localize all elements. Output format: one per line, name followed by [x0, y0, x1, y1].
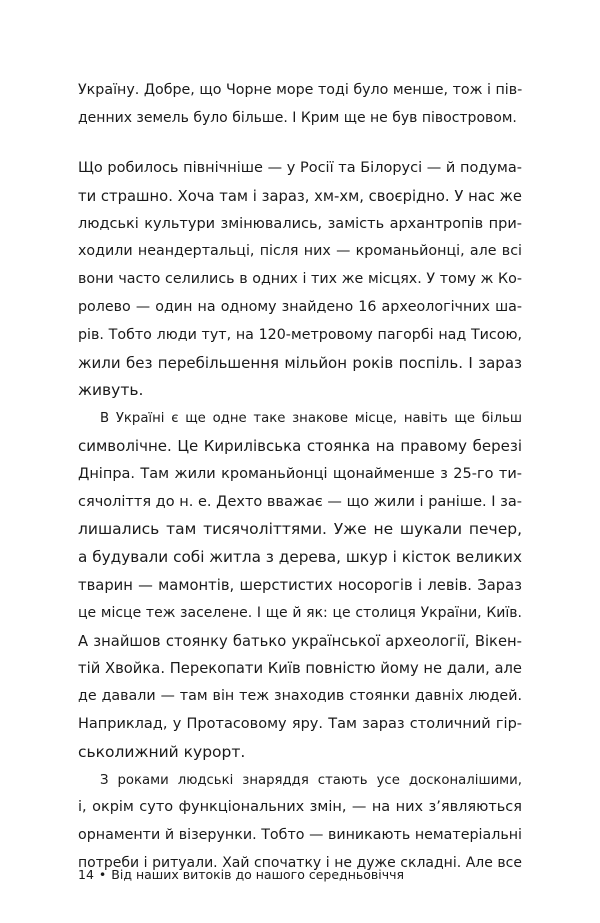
text-line: ти страшно. Хоча там і зараз, хм-хм, своєрідно. У нас же: [78, 187, 522, 205]
text-line: сячоліття до н. е. Дехто вважає — що жили і раніше. І за-: [78, 493, 522, 510]
text-line: жили без перебільшення мільйон років поспіль. І зараз: [78, 353, 522, 372]
text-line: З роками людські знаряддя стають усе досконалішими,: [100, 772, 522, 788]
text-line: і, окрім суто функціональних змін, — на них з’являються: [78, 799, 522, 816]
page-number: 14: [78, 867, 94, 882]
text-line: потреби і ритуали. Хай спочатку і не дуже складні. Але все: [78, 854, 522, 871]
bullet-separator: •: [98, 867, 107, 882]
text-line: Наприклад, у Протасовому яру. Там зараз столичний гір-: [78, 715, 522, 732]
text-line: Україну. Добре, що Чорне море тоді було менше, тож і пів-: [78, 82, 523, 98]
running-title: Від наших витоків до нашого середньовіччя: [111, 867, 405, 882]
text-line: денних земель було більше. І Крим ще не був півостровом.: [78, 109, 517, 126]
text-line: тій Хвойка. Перекопати Київ повністю йому не дали, але: [78, 660, 522, 678]
text-line: де давали — там він теж знаходив стоянки давніх людей.: [78, 688, 522, 705]
text-line: ролево — один на одному знайдено 16 археологічних ша-: [78, 298, 522, 315]
text-line: А знайшов стоянку батько української археології, Вікен-: [78, 632, 522, 650]
text-line: рів. Тобто люди тут, на 120-метровому пагорбі над Тисою,: [78, 326, 522, 343]
paragraph: [78, 405, 522, 766]
paragraph-continued: [78, 77, 522, 133]
text-line: лишались там тисячоліттями. Уже не шукали печер,: [78, 520, 522, 539]
text-line: Дніпра. Там жили кроманьйонці щонайменше з 25-го ти-: [78, 465, 522, 482]
text-line: орнаменти й візерунки. Тобто — виникають нематеріальні: [78, 827, 522, 844]
page-footer: [78, 867, 404, 883]
text-line: ськолижний курорт.: [78, 742, 246, 761]
text-line: Що робилось північніше — у Росії та Білорусі — й подума-: [78, 160, 522, 176]
text-line: а будували собі житла з дерева, шкур і кісток великих: [78, 548, 522, 567]
text-line: вони часто селились в одних і тих же місцях. У тому ж Ко-: [78, 271, 522, 288]
paragraph: [78, 767, 522, 878]
paragraph: [78, 155, 522, 405]
text-line: ходили неандертальці, після них — кроманьйонці, але всі: [78, 243, 522, 260]
text-line: тварин — мамонтів, шерстистих носорогів і левів. Зараз: [78, 576, 522, 594]
text-line: символічне. Це Кирилівська стоянка на правому березі: [78, 436, 522, 455]
text-line: В Україні є ще одне таке знакове місце, навіть ще більш: [100, 411, 522, 427]
text-line: людські культури змінювались, замість архантропів при-: [78, 215, 522, 232]
body-text: [78, 155, 522, 878]
text-line: це місце теж заселене. І ще й як: це столиця України, Київ.: [78, 604, 522, 621]
text-line: живуть.: [78, 381, 144, 400]
